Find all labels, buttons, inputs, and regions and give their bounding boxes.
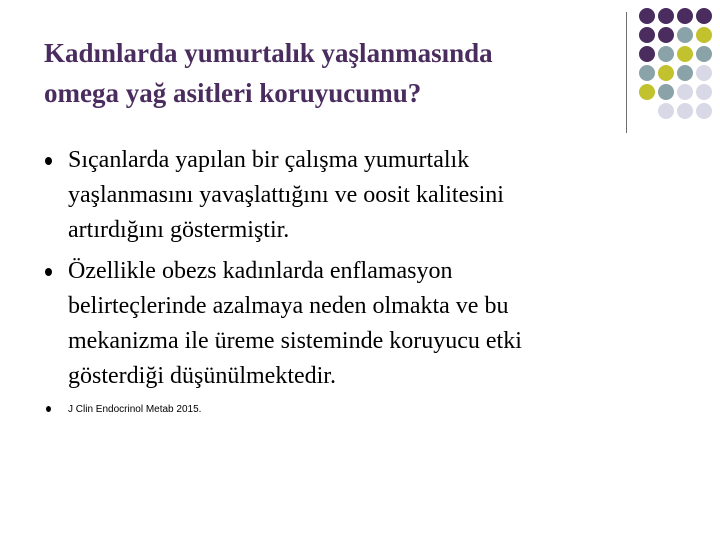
bullet-line: Sıçanlarda yapılan bir çalışma yumurtalık xyxy=(68,147,470,173)
bullet-item-obese-women xyxy=(68,254,658,394)
bullet-line: yaşlanmasını yavaşlattığını ve oosit kalitesini xyxy=(68,182,504,208)
reference-citation: J Clin Endocrinol Metab 2015. xyxy=(68,404,202,415)
bullet-line: mekanizma ile üreme sisteminde koruyucu etki xyxy=(68,328,522,354)
bullet-line: belirteçlerinde azalmaya neden olmakta ve bu xyxy=(68,293,509,319)
bullet-marker xyxy=(46,406,51,412)
bullet-line: artırdığını göstermiştir. xyxy=(68,217,290,243)
bullet-marker xyxy=(45,268,52,276)
bullet-line: Özellikle obezs kadınlarda enflamasyon xyxy=(68,258,453,284)
bullet-marker xyxy=(45,157,52,165)
slide-title-line-1: Kadınlarda yumurtalık yaşlanmasında xyxy=(44,38,493,68)
bullet-item-rat-study xyxy=(68,143,658,248)
bullet-line: gösterdiği düşünülmektedir. xyxy=(68,363,336,389)
slide-title-line-2: omega yağ asitleri koruyucumu? xyxy=(44,78,422,108)
